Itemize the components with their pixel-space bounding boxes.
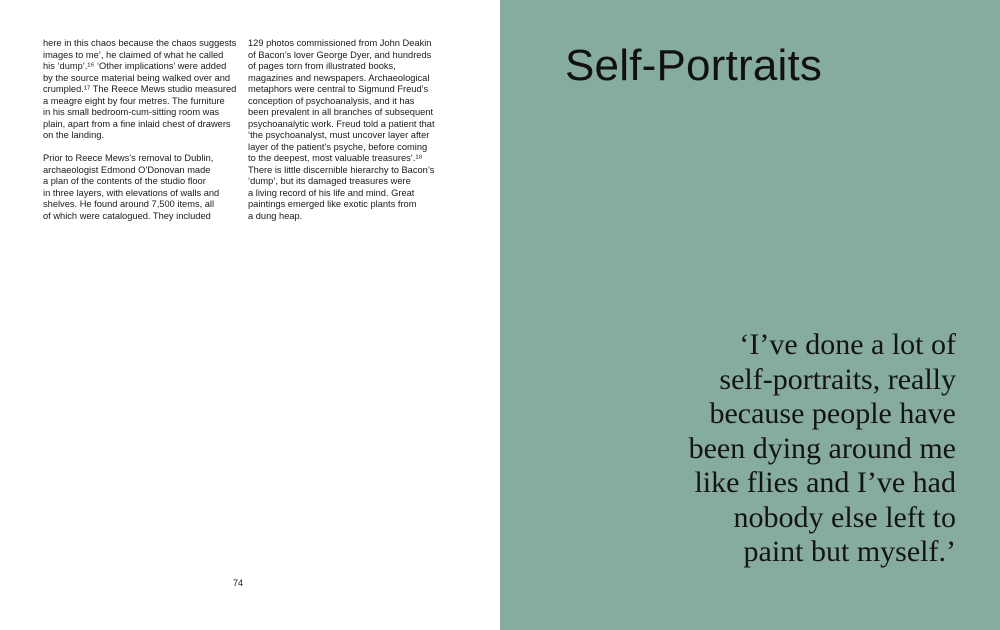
quote-line: because people have [709,397,956,430]
text-line: layer of the patient’s psyche, before coming [248,141,428,152]
text-line: Prior to Reece Mews’s removal to Dublin, [43,153,214,163]
text-line: ‘the psychoanalyst, must uncover layer after [248,130,430,140]
text-line: to the deepest, most valuable treasures’.¹⁸ [248,153,423,163]
text-line: a dung heap. [248,210,303,221]
text-column-1 [43,38,235,222]
text-line: his ‘dump’.¹⁶ ‘Other implications’ were added [43,61,227,71]
pull-quote [689,328,956,570]
text-line: by the source material being walked over and [43,72,231,83]
text-line: in three layers, with elevations of walls and [43,187,220,198]
section-heading: Self-Portraits [565,41,823,90]
page-number: 74 [233,578,244,588]
quote-line: like flies and I’ve had [694,466,956,499]
text-line: 129 photos commissioned from John Deakin [248,38,432,48]
right-page [500,0,1000,630]
text-line: of pages torn from illustrated books, [248,61,396,71]
text-line: conception of psychoanalysis, and it has [248,95,415,106]
text-line: images to me’, he claimed of what he called [43,49,224,60]
text-line: metaphors were central to Sigmund Freud’s [248,84,429,94]
quote-line: nobody else left to [733,500,956,534]
quote-line: self-portraits, really [719,362,956,396]
text-line: magazines and newspapers. Archaeological [248,72,430,83]
quote-line: ‘I’ve done a lot of [739,328,956,361]
text-line: There is little discernible hierarchy to Bacon’s [248,164,435,175]
text-line: crumpled.¹⁷ The Reece Mews studio measured [43,84,237,94]
quote-line: been dying around me [688,431,956,465]
text-line: ‘dump’, but its damaged treasures were [248,176,411,186]
paragraph [43,153,235,222]
paragraph [43,38,235,142]
text-line: plain, apart from a fine inlaid chest of drawers [43,118,231,129]
text-column-2 [248,38,440,222]
text-line: been prevalent in all branches of subsequent [248,107,434,117]
text-line: of Bacon’s lover George Dyer, and hundreds [248,49,432,60]
text-line: on the landing. [43,130,104,140]
text-line: archaeologist Edmond O’Donovan made [43,164,211,175]
text-line: paintings emerged like exotic plants from [248,199,417,209]
text-line: a meagre eight by four metres. The furniture [43,95,225,106]
text-line: here in this chaos because the chaos suggests [43,38,237,48]
text-line: psychoanalytic work. Freud told a patient that [248,118,435,129]
text-line: of which were catalogued. They included [43,210,211,221]
paragraph-gap [43,142,235,154]
quote-line: paint but myself.’ [743,535,956,568]
text-line: shelves. He found around 7,500 items, all [43,199,215,209]
text-line: a living record of his life and mind. Great [248,187,415,198]
paragraph [248,38,440,222]
text-line: a plan of the contents of the studio floor [43,176,206,186]
text-line: in his small bedroom-cum-sitting room was [43,107,220,117]
